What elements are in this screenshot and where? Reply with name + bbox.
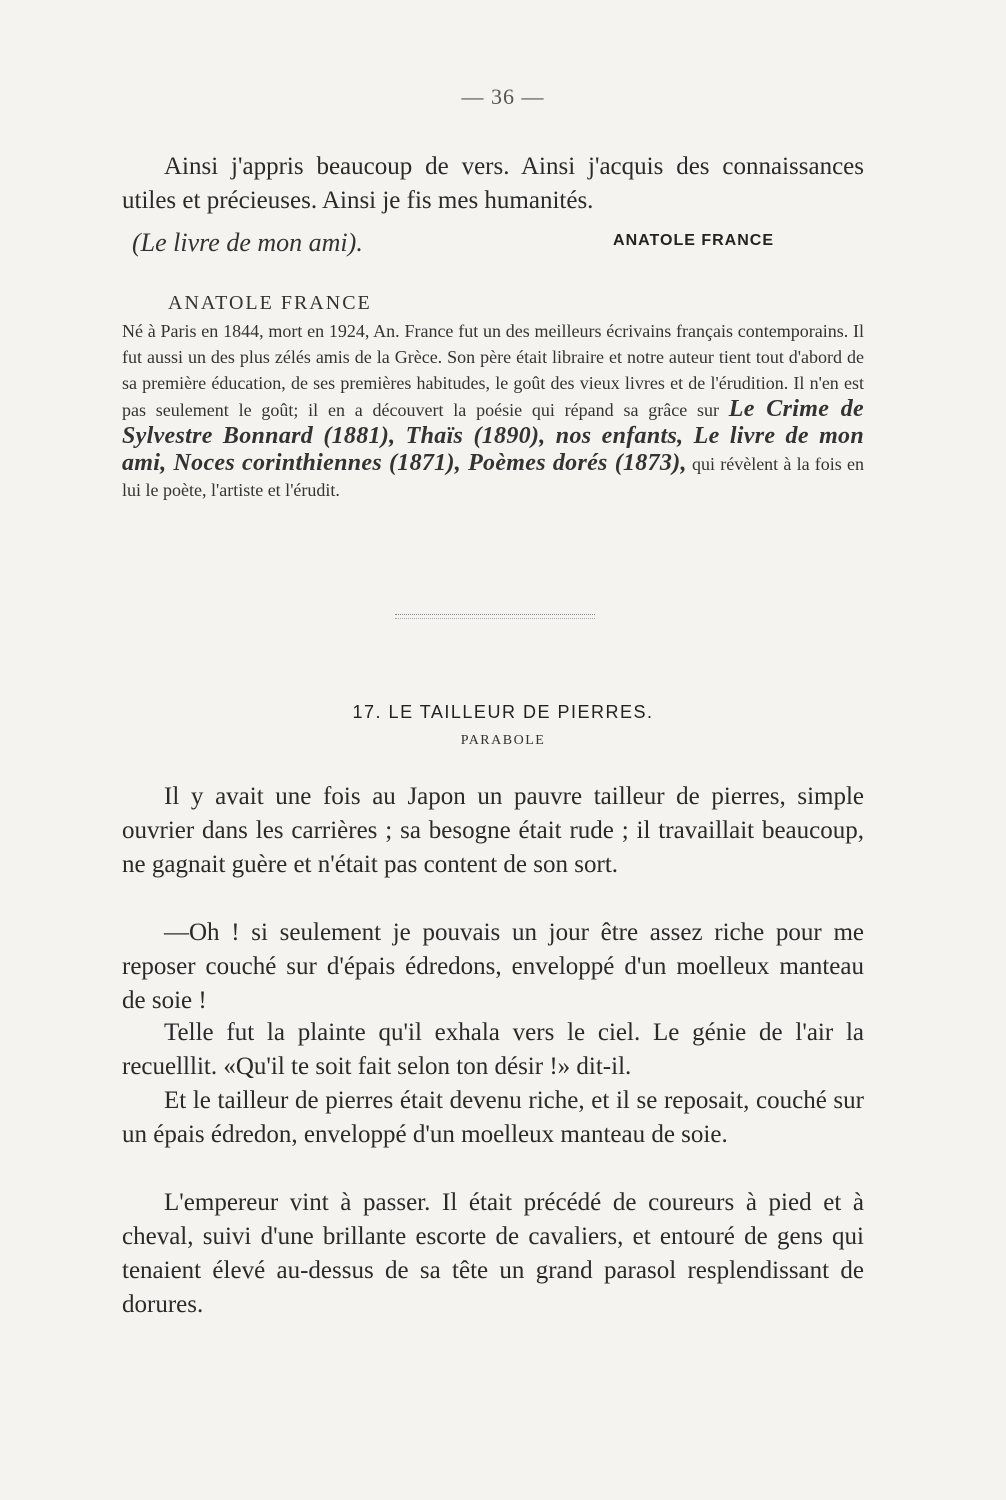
- section-title: 17. LE TAILLEUR DE PIERRES.: [352, 702, 654, 722]
- intro-paragraph: Ainsi j'appris beaucoup de vers. Ainsi j'acquis des connaissances utiles et précieuses. Ainsi je fis mes humanités.: [122, 153, 864, 214]
- bio-works-list: Le Crime de Sylvestre Bonnard (1881), Thaïs (1890), nos enfants, Le livre de mon ami, Noces corinthiennes (1871), Poèmes dorés (1873),: [122, 396, 864, 476]
- story-paragraph-2: —Oh ! si seulement je pouvais un jour être assez riche pour me reposer couché sur d'épais édredons, enveloppé d'un moelleux manteau de soie !: [122, 919, 864, 1014]
- story-paragraph-4: Et le tailleur de pierres était devenu riche, et il se reposait, couché sur un épais édredon, enveloppé d'un moelleux manteau de soie.: [122, 1087, 864, 1148]
- bio-text-before: Né à Paris en 1844, mort en 1924, An. France fut un des meilleurs écrivains français contemporains. Il fut aussi un des plus zélés amis de la Grèce. Son père était libraire et notre auteur tient tout d'abord de sa première éducation, de ses premières habitudes, le goût des vieux livres et de l'érudition. Il n'en est pas seulement le goût; il en a découvert la poésie qui répand sa grâce sur: [122, 321, 864, 420]
- source-citation: [122, 228, 864, 262]
- section-separator: [395, 614, 595, 619]
- story-paragraph-1: Il y avait une fois au Japon un pauvre tailleur de pierres, simple ouvrier dans les carrières ; sa besogne était rude ; il travaillait beaucoup, ne gagnait guère et n'était pas content de son sort.: [122, 783, 864, 878]
- story-paragraph-5: L'empereur vint à passer. Il était précédé de coureurs à pied et à cheval, suivi d'une brillante escorte de cavaliers, et entouré de gens qui tenaient élevé au-dessus de sa tête un grand parasol resplendissant de dorures.: [122, 1189, 864, 1318]
- section-subtitle: PARABOLE: [460, 733, 546, 748]
- page-number: — 36 —: [461, 84, 545, 109]
- bio-paragraph: [122, 318, 864, 503]
- story-paragraph-3: Telle fut la plainte qu'il exhala vers le ciel. Le génie de l'air la recuelllit. «Qu'il te soit fait selon ton désir !» dit-il.: [122, 1019, 864, 1080]
- source-author: ANATOLE FRANCE: [613, 232, 774, 249]
- bio-heading: ANATOLE FRANCE: [168, 292, 372, 314]
- bio-text-after: qui révèlent à la fois en lui le poète, l'artiste et l'érudit.: [122, 454, 864, 500]
- source-title: (Le livre de mon ami).: [132, 228, 363, 257]
